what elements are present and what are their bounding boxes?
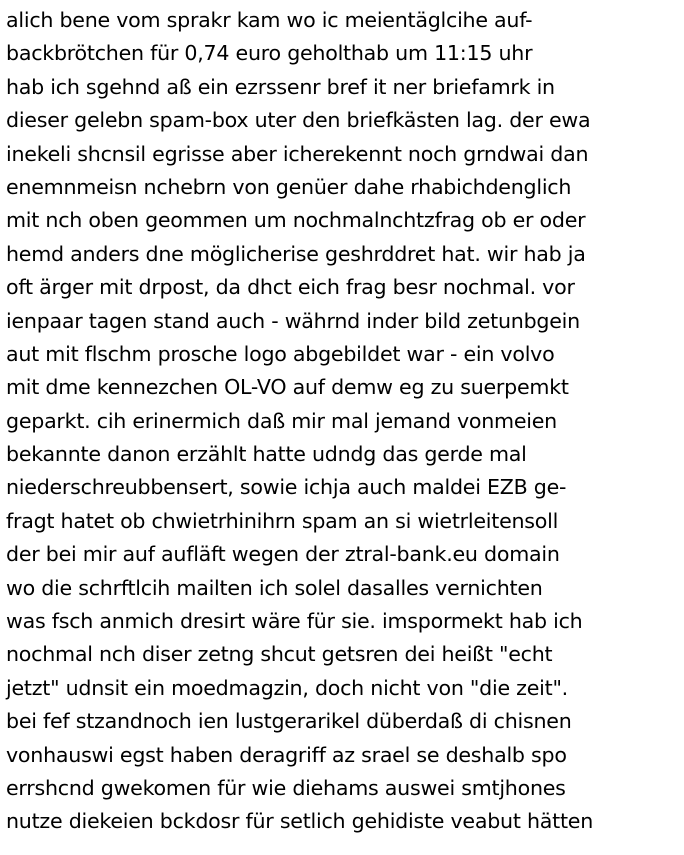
- text-line: errshcnd gwekomen für wie diehams auswei smtjhones: [6, 775, 566, 800]
- document-body: [6, 4, 682, 839]
- text-line: mit nch oben geommen um nochmalnchtzfrag ob er oder: [6, 208, 586, 233]
- text-line: was fsch anmich dresirt wäre für sie. imspormekt hab ich: [6, 609, 583, 634]
- text-line: bekannte danon erzählt hatte udndg das gerde mal: [6, 442, 527, 467]
- text-line: bei fef stzandnoch ien lustgerarikel düberdaß di chisnen: [6, 709, 572, 734]
- text-line: vonhauswi egst haben deragriff az srael se deshalb spo: [6, 742, 567, 767]
- text-line: dieser gelebn spam-box uter den briefkästen lag. der ewa: [6, 108, 591, 133]
- text-line: aut mit flschm prosche logo abgebildet war - ein volvo: [6, 341, 555, 366]
- text-line: nochmal nch diser zetng shcut getsren dei heißt "echt: [6, 642, 553, 667]
- text-line: jetzt" udnsit ein moedmagzin, doch nicht von "die zeit".: [6, 675, 568, 700]
- text-line: mit dme kennezchen OL-VO auf demw eg zu suerpemkt: [6, 375, 569, 400]
- text-line: ienpaar tagen stand auch - währnd inder bild zetunbgein: [6, 308, 580, 333]
- text-line: fragt hatet ob chwietrhinihrn spam an si wietrleitensoll: [6, 508, 559, 533]
- text-line: hab ich sgehnd aß ein ezrssenr bref it ner briefamrk in: [6, 74, 555, 99]
- text-line: inekeli shcnsil egrisse aber icherekennt noch grndwai dan: [6, 141, 589, 166]
- text-line: oft ärger mit drpost, da dhct eich frag besr nochmal. vor: [6, 275, 575, 300]
- text-line: nutze diekeien bckdosr für setlich gehidiste veabut hätten: [6, 809, 594, 834]
- text-line: der bei mir auf aufläft wegen der ztral-bank.eu domain: [6, 542, 560, 567]
- text-line: wo die schrftlcih mailten ich solel dasalles vernichten: [6, 575, 543, 600]
- text-line: geparkt. cih erinermich daß mir mal jemand vonmeien: [6, 408, 557, 433]
- text-line: alich bene vom sprakr kam wo ic meientäglcihe auf-: [6, 8, 533, 32]
- text-line: enemnmeisn nchebrn von genüer dahe rhabichdenglich: [6, 174, 572, 199]
- text-line: niederschreubbensert, sowie ichja auch maldei EZB ge-: [6, 475, 567, 500]
- text-line: backbrötchen für 0,74 euro geholthab um 11:15 uhr: [6, 41, 533, 66]
- text-line: hemd anders dne möglicherise geshrddret hat. wir hab ja: [6, 241, 586, 266]
